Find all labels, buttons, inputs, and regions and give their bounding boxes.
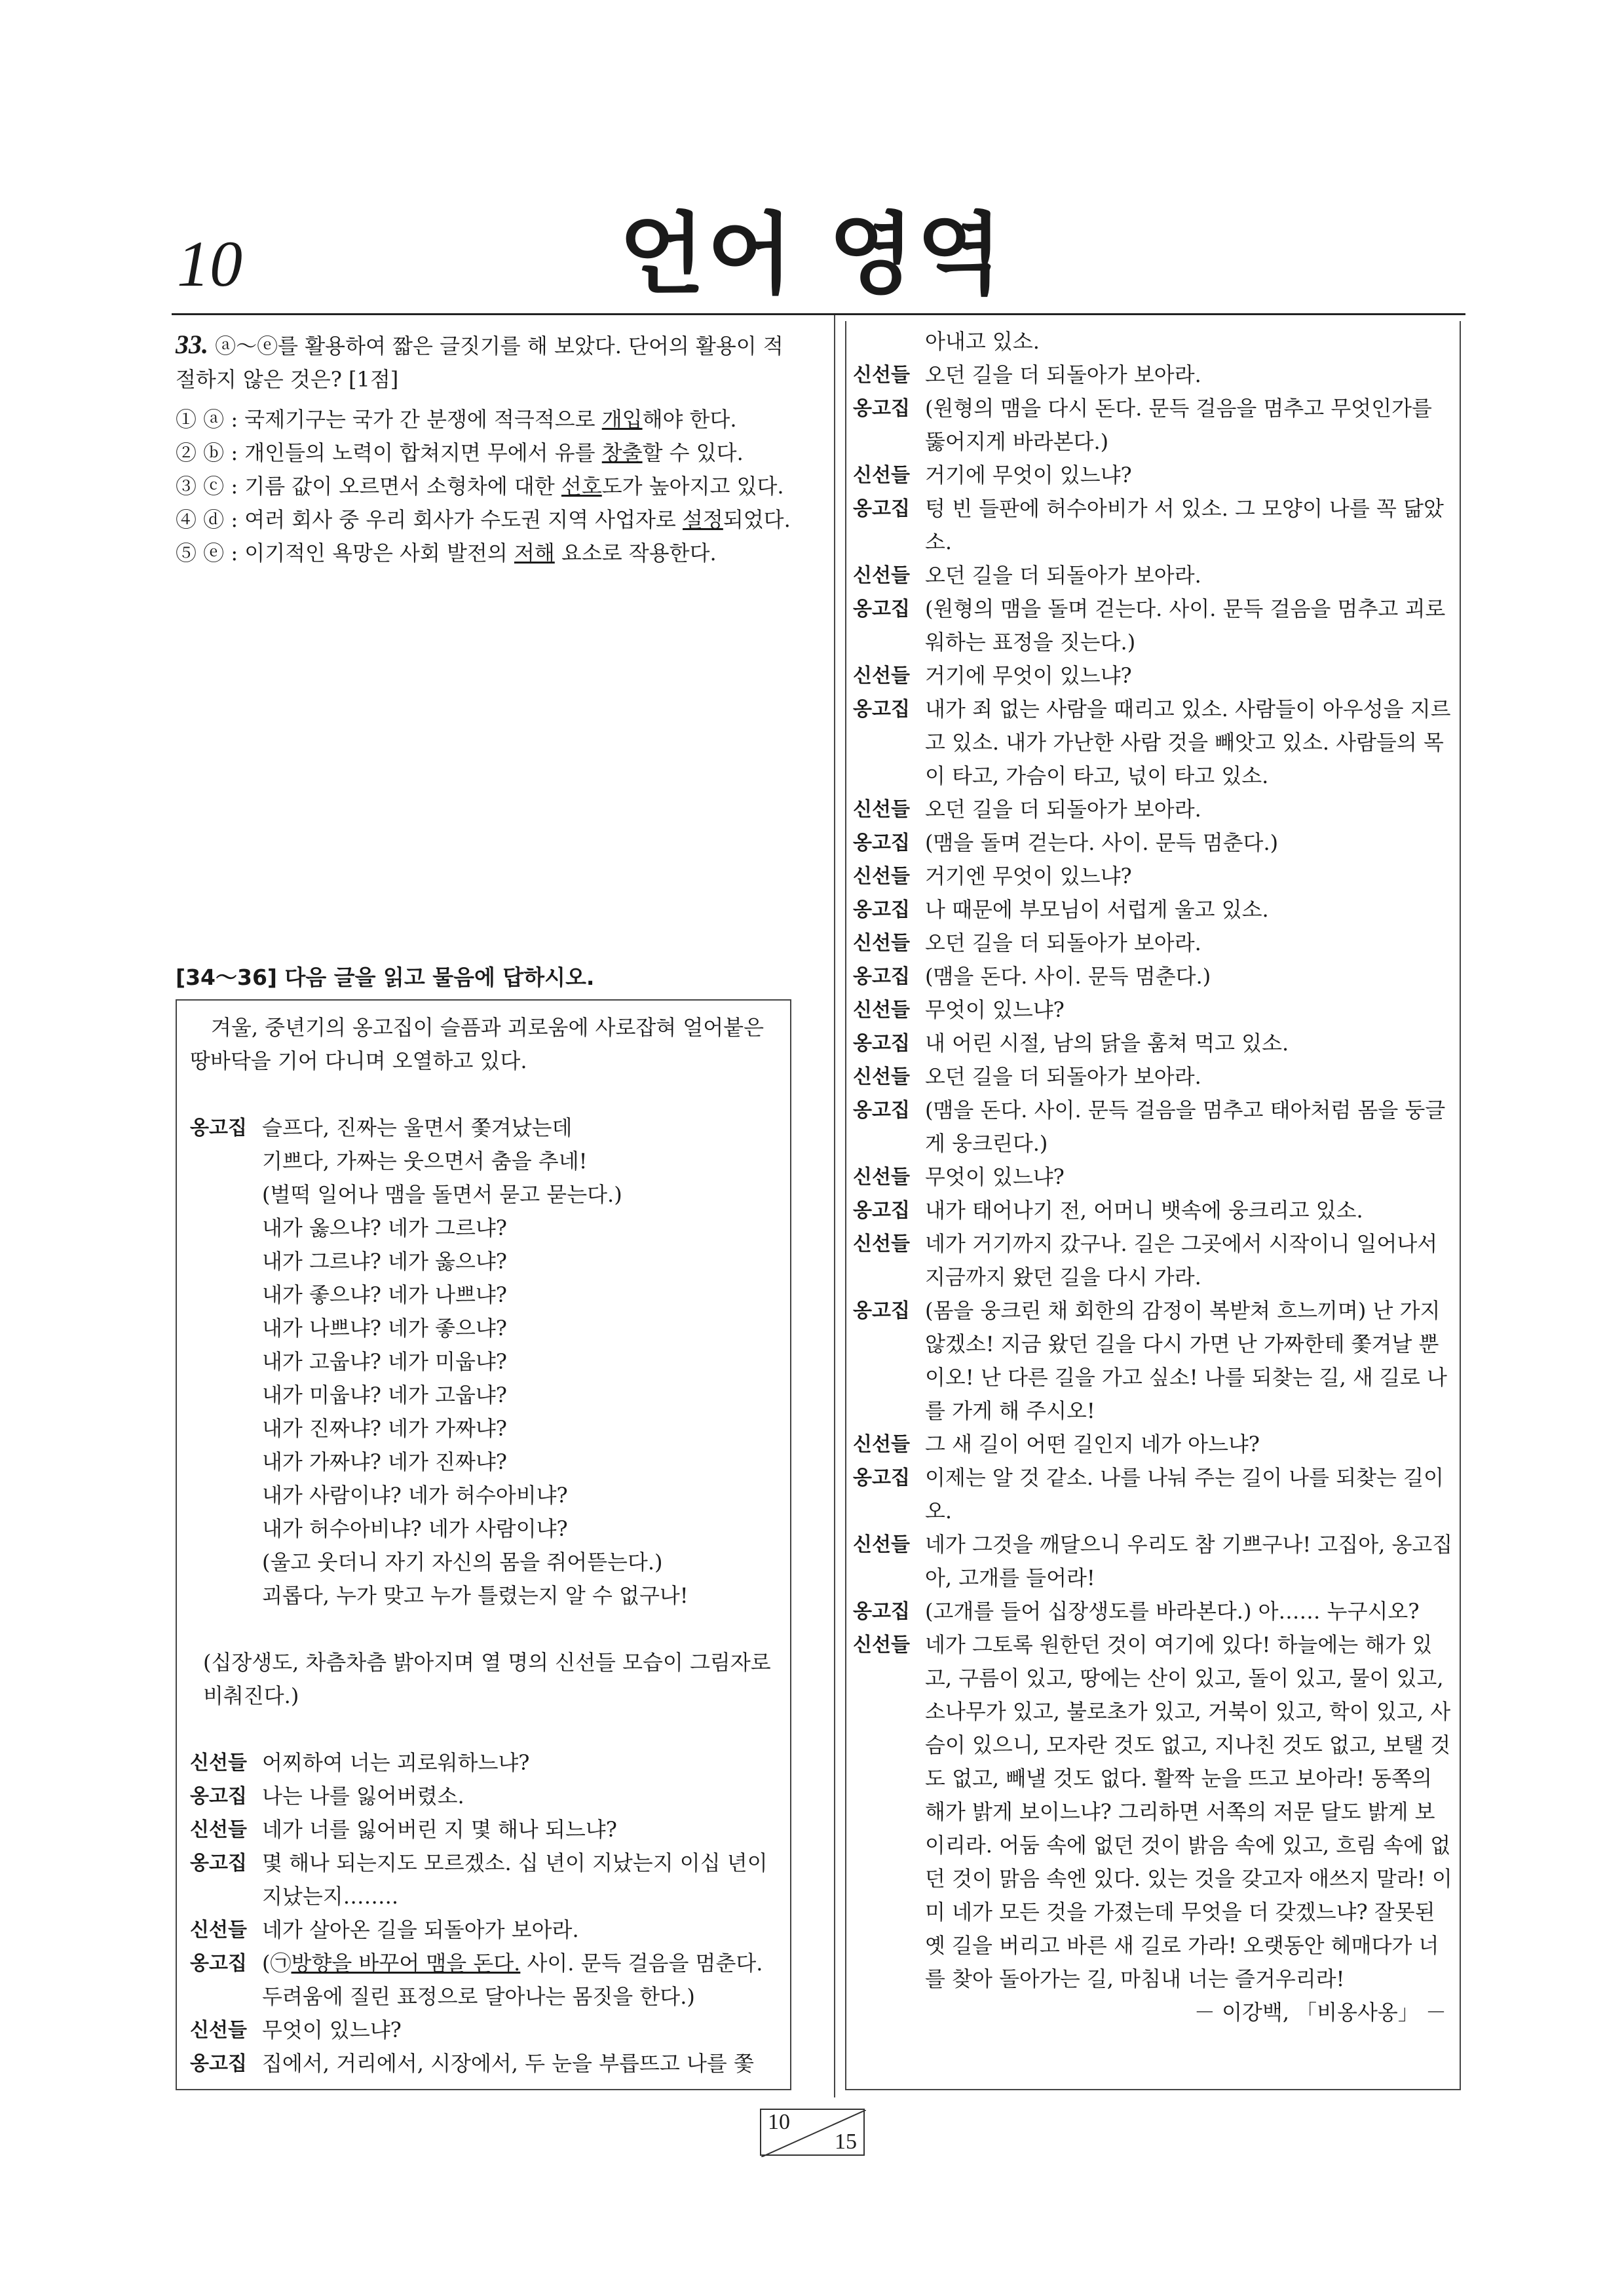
verse-line: (울고 웃더니 자기 자신의 몸을 쥐어뜯는다.) [262,1550,663,1575]
speaker-label: 옹고집 [853,898,910,921]
dialogue-text: 어찌하여 너는 괴로워하느냐? [262,1750,530,1775]
dialogue-text: 거기에 무엇이 있느냐? [925,663,1132,688]
dialogue-line [853,1595,1453,1628]
dialogue-line [853,358,1453,392]
speaker-label: 신선들 [853,932,910,955]
set-heading: [34～36] 다음 글을 읽고 물음에 답하시오. [176,965,595,990]
dialogue-line [190,2014,778,2047]
stage-direction: (십장생도, 차츰차츰 밝아지며 열 명의 신선들 모습이 그림자로 비춰진다.) [203,1650,771,1708]
speaker-label: 신선들 [190,2019,247,2042]
speaker-label: 옹고집 [853,1099,910,1122]
dialogue-text: (맴을 돈다. 사이. 문득 멈춘다.) [925,964,1211,989]
speaker-label: 신선들 [853,798,910,821]
verse-block [190,1111,778,1613]
dialogue-text: 내가 태어나기 전, 어머니 뱃속에 웅크리고 있소. [925,1198,1363,1223]
dialogue-text: 내 어린 시절, 남의 닭을 훔쳐 먹고 있소. [925,1031,1289,1056]
speaker-label: 신선들 [853,1634,910,1656]
dialogue-line [853,1294,1453,1428]
speaker-label: 신선들 [190,1818,247,1841]
speaker-label: 옹고집 [853,1299,910,1322]
option-4[interactable]: ④ ⓓ : 여러 회사 중 우리 회사가 수도권 지역 사업자로 설정되었다. [176,507,791,532]
dialogue-text: 몇 해나 되는지도 모르겠소. 십 년이 지났는지 이십 년이 지났는지…….. [262,1850,768,1909]
dialogue-line [853,559,1453,592]
speaker-label: 신선들 [853,464,910,487]
dialogue-text: 그 새 길이 어떤 길인지 네가 아느냐? [925,1432,1260,1457]
dialogue-line [853,1160,1453,1194]
verse-line: 내가 허수아비냐? 네가 사람이냐? [262,1516,568,1541]
speaker-label: 옹고집 [190,1852,247,1875]
dialogue-text: 오던 길을 더 되돌아가 보아라. [925,563,1201,588]
verse-line: 기쁘다, 가짜는 웃으면서 춤을 추네! [262,1149,588,1174]
dialogue-text: 오던 길을 더 되돌아가 보아라. [925,1064,1201,1089]
speaker-label: 옹고집 [190,1117,247,1139]
dialogue-left-2 [190,2014,778,2080]
speaker-label: 신선들 [853,999,910,1022]
speaker-label: 신선들 [190,1751,247,1774]
dialogue-line [853,860,1453,893]
page-number: 10 [177,227,242,300]
speaker-label: 옹고집 [853,965,910,988]
speaker-label: 옹고집 [853,1466,910,1489]
verse-line: 내가 고웁냐? 네가 미웁냐? [262,1349,507,1374]
dialogue-line [853,793,1453,826]
dialogue-line [190,1746,778,1780]
dialogue-text: 내가 죄 없는 사람을 때리고 있소. 사람들이 아우성을 지르고 있소. 내가 가난한 사람 것을 빼앗고 있소. 사람들의 목이 타고, 가슴이 타고, 넋이 타고 있소. [925,697,1451,788]
dialogue-text: (원형의 맴을 다시 돈다. 문득 걸음을 멈추고 무엇인가를 뚫어지게 바라본다.) [925,396,1432,454]
speaker-label: 옹고집 [190,1785,247,1808]
verse-line: 내가 가짜냐? 네가 진짜냐? [262,1449,507,1474]
speaker-label: 옹고집 [853,397,910,420]
dialogue-text: (원형의 맴을 돌며 걷는다. 사이. 문득 걸음을 멈추고 괴로워하는 표정을 짓는다.) [925,596,1446,655]
speaker-label: 신선들 [853,1533,910,1556]
page-title: 언어 영역 [619,203,1005,306]
dialogue-text: (맴을 돌며 걷는다. 사이. 문득 멈춘다.) [925,830,1279,855]
dialogue-line [853,893,1453,927]
speaker-label: 신선들 [853,1065,910,1088]
dialogue-right [853,358,1453,1996]
speaker-label: 옹고집 [853,1600,910,1623]
dialogue-text: 나는 나를 잃어버렸소. [262,1784,464,1808]
source-credit: － 이강백, 「비옹사옹」 － [1194,2000,1446,2025]
verse-line: 내가 사람이냐? 네가 허수아비냐? [262,1483,568,1508]
dialogue-line [853,459,1453,492]
option-list [176,403,798,570]
verse-line: 내가 진짜냐? 네가 가짜냐? [262,1416,507,1441]
dialogue-text: 오던 길을 더 되돌아가 보아라. [925,362,1201,387]
dialogue-line [853,659,1453,693]
speaker-label: 신선들 [853,1433,910,1456]
option-1[interactable]: ① ⓐ : 국제기구는 국가 간 분쟁에 적극적으로 개입해야 한다. [176,407,737,432]
dialogue-line [853,993,1453,1027]
speaker-label: 옹고집 [853,1032,910,1055]
dialogue-text: 거기엔 무엇이 있느냐? [925,864,1132,889]
dialogue-line [853,693,1453,793]
dialogue-text: 네가 살아온 길을 되돌아가 보아라. [262,1917,579,1942]
footer-current-page: 10 [768,2110,790,2134]
dialogue-line [853,1227,1453,1294]
speaker-label: 신선들 [853,865,910,888]
speaker-label: 옹고집 [853,698,910,721]
dialogue-text: 네가 그것을 깨달으니 우리도 참 기쁘구나! 고집아, 옹고집아, 고개를 들어라! [925,1532,1453,1590]
dialogue-line [190,2047,778,2080]
verse-line: 슬프다, 진짜는 울면서 쫓겨났는데 [262,1115,573,1140]
option-3[interactable]: ③ ⓒ : 기름 값이 오르면서 소형차에 대한 선호도가 높아지고 있다. [176,474,784,499]
verse-line: (벌떡 일어나 맴을 돌면서 묻고 묻는다.) [262,1182,622,1207]
dialogue-line [853,592,1453,659]
dialogue-line [853,392,1453,459]
dialogue-line [190,1780,778,1813]
footer-total-pages: 15 [835,2130,857,2154]
dialogue-line [190,1913,778,1947]
question-number: 33. [176,330,208,359]
speaker-label: 옹고집 [190,2052,247,2075]
dialogue-line [853,1027,1453,1060]
dialogue-text: 네가 너를 잃어버린 지 몇 해나 되느냐? [262,1817,617,1842]
dialogue-text: 무엇이 있느냐? [925,1164,1065,1189]
speaker-label: 옹고집 [853,497,910,520]
dialogue-line [853,1194,1453,1227]
dialogue-text: 텅 빈 들판에 허수아비가 서 있소. 그 모양이 나를 꼭 닮았소. [925,496,1444,554]
dialogue-line [853,1461,1453,1528]
dialogue-text: 나 때문에 부모님이 서럽게 울고 있소. [925,897,1269,922]
passage-box-right [845,321,1461,2090]
speaker-label: 신선들 [853,1166,910,1189]
dialogue-line [853,492,1453,559]
verse-line: 괴롭다, 누가 맞고 누가 틀렸는지 알 수 없구나! [262,1583,689,1608]
dialogue-line [853,1060,1453,1094]
dialogue-line [190,1947,778,2014]
dialogue-line [853,1428,1453,1461]
dialogue-text: 집에서, 거리에서, 시장에서, 두 눈을 부릅뜨고 나를 쫓 [262,2051,754,2076]
dialogue-text: (고개를 들어 십장생도를 바라본다.) 아…… 누구시오? [925,1599,1420,1624]
speaker-label: 신선들 [190,1919,247,1942]
verse-lines [262,1111,778,1613]
dialogue-text: 오던 길을 더 되돌아가 보아라. [925,797,1201,822]
question-stem: ⓐ～ⓔ를 활용하여 짧은 글짓기를 해 보았다. 단어의 활용이 적절하지 않은 것은? [1점] [176,334,784,392]
verse-line: 내가 옳으냐? 네가 그르냐? [262,1215,507,1240]
dialogue-line [853,826,1453,860]
option-5[interactable]: ⑤ ⓔ : 이기적인 욕망은 사회 발전의 저해 요소로 작용한다. [176,541,717,565]
dialogue-text: (몸을 웅크린 채 회한의 감정이 복받쳐 흐느끼며) 난 가지 않겠소! 지금 왔던 길을 다시 가면 난 가짜한테 쫓겨날 뿐이오! 난 다른 길을 가고 싶소! 나를 되찾는 길, 새 길로 나를 가게 해 주시오! [925,1298,1447,1423]
speaker-label: 신선들 [853,564,910,587]
dialogue-left [190,1746,778,1947]
option-2[interactable]: ② ⓑ : 개인들의 노력이 합쳐지면 무에서 유를 창출할 수 있다. [176,440,744,465]
continued-line: 아내고 있소. [925,329,1040,354]
speaker-label: 옹고집 [853,832,910,854]
verse-line: 내가 좋으냐? 네가 나쁘냐? [262,1282,507,1307]
header-rule [172,313,1465,315]
question-33 [176,328,798,570]
dialogue-text: 이제는 알 것 같소. 나를 나눠 주는 길이 나를 되찾는 길이오. [925,1465,1444,1523]
dialogue-text: 네가 거기까지 갔구나. 길은 그곳에서 시작이니 일어나서 지금까지 왔던 길을 다시 가라. [925,1231,1438,1290]
dialogue-line [190,1813,778,1846]
speaker-label: 옹고집 [853,598,910,621]
dialogue-line [853,1094,1453,1160]
dialogue-line [853,960,1453,993]
dialogue-line [190,1846,778,1913]
verse-line: 내가 미웁냐? 네가 고웁냐? [262,1383,507,1407]
dialogue-line [853,1528,1453,1595]
speaker-label: 신선들 [853,364,910,387]
speaker-label: 신선들 [853,664,910,687]
speaker-label: 신선들 [853,1233,910,1255]
dialogue-text: 네가 그토록 원한던 것이 여기에 있다! 하늘에는 해가 있고, 구름이 있고, 땅에는 산이 있고, 돌이 있고, 물이 있고, 소나무가 있고, 불로초가 있고, 거북이 있고, 학이 있고, 사슴이 있으니, 모자란 것도 없고, 지나친 것도 없고, 보탤 것도 없고, 빼낼 것도 없다. 활짝 눈을 뜨고 보아라! 동쪽의 해가 밝게 보이느냐? 그리하면 서쪽의 저문 달도 밝게 보이리라. 어둠 속에 없던 것이 밝음 속에 있고, 흐림 속에 없던 것이 맑음 속엔 있다. 있는 것을 갖고자 애쓰지 말라! 이미 네가 모든 것을 가졌는데 무엇을 더 갖겠느냐? 잘못된 옛 길을 버리고 바른 새 길로 가라! 오랫동안 헤매다가 너를 찾아 돌아가는 길, 마침내 너는 즐거우리라! [925,1632,1452,1991]
dialogue-text: 거기에 무엇이 있느냐? [925,463,1132,488]
dialogue-text: 무엇이 있느냐? [262,2018,402,2042]
dialogue-line [853,1628,1453,1996]
column-divider [834,315,835,2097]
passage-intro: 겨울, 중년기의 옹고집이 슬픔과 괴로움에 사로잡혀 얼어붙은 땅바닥을 기어 다니며 오열하고 있다. [190,1015,765,1073]
speaker-label: 옹고집 [853,1199,910,1222]
passage-box-left [176,999,791,2090]
page-footer [760,2109,865,2156]
verse-line: 내가 그르냐? 네가 옳으냐? [262,1249,507,1274]
speaker-label: 옹고집 [190,1952,247,1975]
dialogue-text: 오던 길을 더 되돌아가 보아라. [925,930,1201,955]
dialogue-text: 무엇이 있느냐? [925,997,1065,1022]
dialogue-text: (맴을 돈다. 사이. 문득 걸음을 멈추고 태아처럼 몸을 둥글게 웅크린다.) [925,1098,1446,1156]
stage-direction-circled: (㉠방향을 바꾸어 맴을 돈다. 사이. 문득 걸음을 멈춘다. 두려움에 질린 표정으로 달아나는 몸짓을 한다.) [262,1951,763,2009]
verse-line: 내가 나쁘냐? 네가 좋으냐? [262,1316,507,1341]
dialogue-line [853,927,1453,960]
